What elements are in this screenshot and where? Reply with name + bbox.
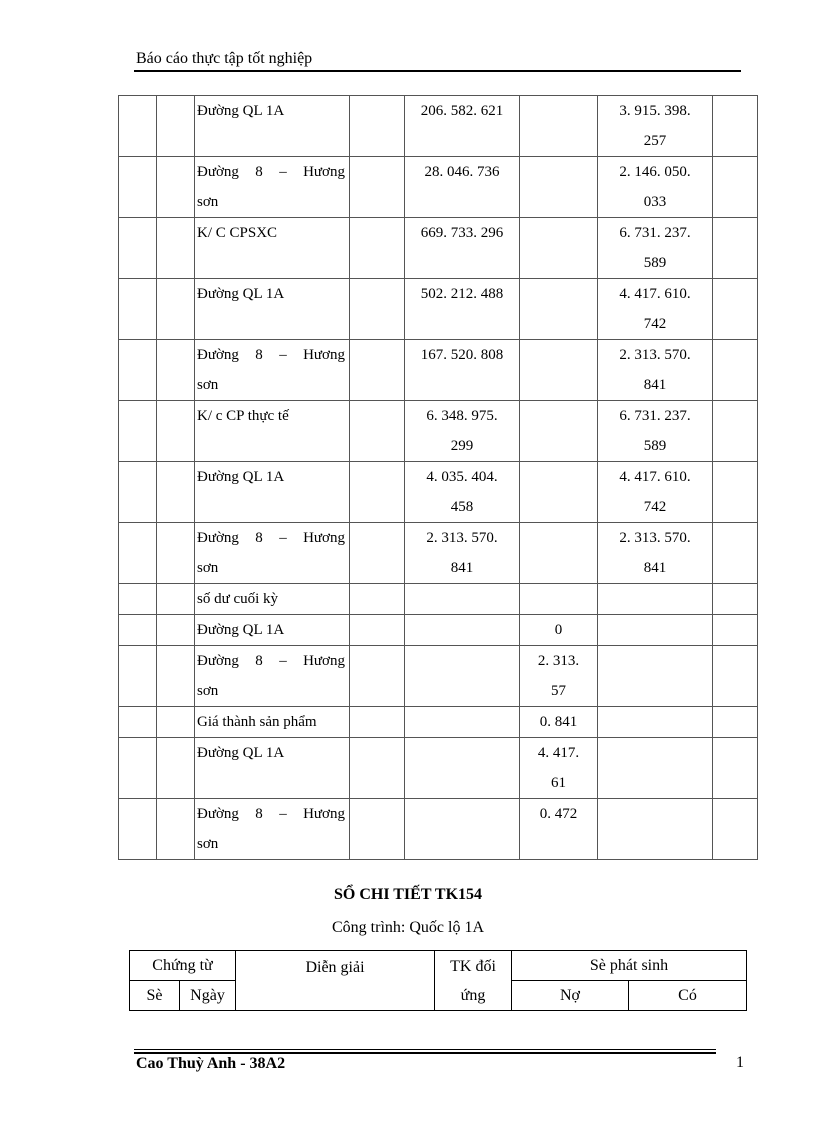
cell-no-line: 299 (450, 438, 474, 454)
cell-co (598, 218, 713, 279)
cell-mid (520, 218, 598, 279)
cell-mid (520, 279, 598, 340)
cell-desc (195, 738, 350, 799)
cell-co (598, 157, 713, 218)
footer-rule-thin (134, 1049, 716, 1050)
col-tk (350, 615, 405, 646)
col-so (119, 340, 157, 401)
ledger-row (119, 279, 758, 340)
ledger-table (118, 95, 758, 860)
cell-co-line: 2. 313. 570. (619, 530, 691, 546)
cell-mid (520, 584, 598, 615)
cell-no (405, 401, 520, 462)
cell-co-line: 033 (643, 194, 667, 210)
cell-co-line: 6. 731. 237. (619, 408, 691, 424)
col-so (119, 523, 157, 584)
col-extra (713, 738, 758, 799)
cell-desc (195, 157, 350, 218)
cell-desc-line: sơn (197, 683, 219, 699)
cell-no (405, 646, 520, 707)
col-so (119, 401, 157, 462)
cell-mid (520, 96, 598, 157)
cell-no-line: 167. 520. 808 (420, 347, 504, 363)
col-tk (350, 799, 405, 860)
col-tk (350, 401, 405, 462)
col-extra (713, 96, 758, 157)
col-ngay (157, 799, 195, 860)
header-no: Nợ (512, 981, 629, 1011)
col-extra (713, 340, 758, 401)
cell-desc (195, 646, 350, 707)
cell-desc-line: số dư cuối kỳ (197, 591, 279, 607)
cell-co (598, 799, 713, 860)
cell-desc-line: sơn (197, 377, 219, 393)
cell-co-line: 2. 313. 570. (619, 347, 691, 363)
cell-co-line: 6. 731. 237. (619, 225, 691, 241)
col-tk (350, 279, 405, 340)
cell-co-line: 841 (643, 560, 667, 576)
cell-desc (195, 279, 350, 340)
cell-no (405, 523, 520, 584)
cell-desc (195, 218, 350, 279)
ledger-row (119, 462, 758, 523)
col-tk (350, 340, 405, 401)
cell-mid-line: 61 (551, 775, 566, 791)
cell-desc (195, 707, 350, 738)
cell-co-line: 257 (643, 133, 667, 149)
cell-desc-line: Đường QL 1A (197, 469, 285, 485)
col-so (119, 218, 157, 279)
header-so: Sè (130, 981, 180, 1011)
cell-desc (195, 340, 350, 401)
ledger-row (119, 218, 758, 279)
tk154-title: SỔ CHI TIẾT TK154 (333, 886, 483, 903)
col-extra (713, 615, 758, 646)
col-ngay (157, 96, 195, 157)
cell-co-line: 4. 417. 610. (619, 286, 691, 302)
cell-no-line: 206. 582. 621 (420, 103, 504, 119)
cell-desc-line: sơn (197, 560, 219, 576)
cell-no (405, 738, 520, 799)
cell-desc-line: Đường QL 1A (197, 745, 285, 761)
cell-no (405, 279, 520, 340)
col-extra (713, 584, 758, 615)
footer-rule-thick (134, 1052, 716, 1054)
cell-no (405, 96, 520, 157)
cell-co (598, 707, 713, 738)
col-so (119, 799, 157, 860)
col-so (119, 157, 157, 218)
cell-co (598, 615, 713, 646)
ledger-row (119, 523, 758, 584)
col-extra (713, 401, 758, 462)
col-tk (350, 646, 405, 707)
col-tk (350, 157, 405, 218)
cell-mid (520, 523, 598, 584)
header-dien-giai: Diễn giải (236, 951, 435, 1011)
header-so-phat-sinh: Sè phát sinh (512, 951, 747, 981)
col-ngay (157, 340, 195, 401)
cell-desc-line: sơn (197, 194, 219, 210)
cell-desc-line: Đường QL 1A (197, 103, 285, 119)
cell-mid (520, 707, 598, 738)
col-ngay (157, 523, 195, 584)
cell-co (598, 279, 713, 340)
tk154-subtitle: Công trình: Quốc lộ 1A (332, 919, 484, 936)
cell-desc-line: Đường 8 – Hương (197, 347, 345, 363)
cell-desc-line: sơn (197, 836, 219, 852)
cell-mid-line: 0. 841 (539, 714, 578, 730)
col-tk (350, 707, 405, 738)
header-tk-doi-ung-line1: TK đối (450, 957, 496, 975)
cell-mid-line: 0. 472 (539, 806, 578, 822)
cell-desc (195, 401, 350, 462)
cell-co-line: 589 (643, 255, 667, 271)
col-tk (350, 462, 405, 523)
cell-no-line: 6. 348. 975. (426, 408, 498, 424)
cell-desc-line: Đường QL 1A (197, 622, 285, 638)
cell-desc (195, 584, 350, 615)
cell-co-line: 841 (643, 377, 667, 393)
col-extra (713, 218, 758, 279)
cell-desc (195, 96, 350, 157)
cell-desc-line: Giá thành sản phẩm (197, 714, 317, 730)
cell-no (405, 799, 520, 860)
header-tk-doi-ung (435, 951, 512, 1011)
cell-no-line: 2. 313. 570. (426, 530, 498, 546)
cell-desc-line: Đường 8 – Hương (197, 164, 345, 180)
cell-no (405, 584, 520, 615)
cell-co-line: 742 (643, 499, 667, 515)
col-ngay (157, 462, 195, 523)
cell-no (405, 707, 520, 738)
col-extra (713, 279, 758, 340)
col-extra (713, 157, 758, 218)
cell-co (598, 646, 713, 707)
cell-desc-line: K/ c CP thực tế (197, 408, 289, 424)
col-so (119, 738, 157, 799)
cell-no (405, 218, 520, 279)
col-ngay (157, 157, 195, 218)
footer-author: Cao Thuỳ Anh - 38A2 (136, 1055, 286, 1072)
cell-co (598, 401, 713, 462)
col-ngay (157, 279, 195, 340)
ledger-body (119, 96, 758, 860)
col-so (119, 615, 157, 646)
cell-co-line: 742 (643, 316, 667, 332)
cell-desc (195, 462, 350, 523)
cell-co (598, 738, 713, 799)
ledger-row (119, 646, 758, 707)
ledger-row (119, 707, 758, 738)
col-ngay (157, 401, 195, 462)
col-tk (350, 738, 405, 799)
col-extra (713, 707, 758, 738)
ledger-row (119, 401, 758, 462)
cell-co (598, 523, 713, 584)
cell-desc-line: Đường QL 1A (197, 286, 285, 302)
cell-co (598, 96, 713, 157)
col-so (119, 707, 157, 738)
cell-no (405, 340, 520, 401)
ledger-row (119, 799, 758, 860)
cell-mid-line: 4. 417. (537, 745, 580, 761)
ledger-row (119, 615, 758, 646)
cell-co-line: 3. 915. 398. (619, 103, 691, 119)
header-tk-doi-ung-line2: ứng (460, 986, 486, 1004)
cell-mid (520, 738, 598, 799)
cell-mid (520, 401, 598, 462)
cell-co-line: 4. 417. 610. (619, 469, 691, 485)
col-ngay (157, 738, 195, 799)
header-ngay: Ngày (180, 981, 236, 1011)
cell-no (405, 615, 520, 646)
ledger-row (119, 157, 758, 218)
cell-mid (520, 340, 598, 401)
cell-desc-line: K/ C CPSXC (197, 225, 278, 241)
cell-co (598, 340, 713, 401)
col-tk (350, 96, 405, 157)
ledger-row (119, 584, 758, 615)
col-extra (713, 799, 758, 860)
col-tk (350, 584, 405, 615)
cell-desc-line: Đường 8 – Hương (197, 653, 345, 669)
cell-desc (195, 523, 350, 584)
col-so (119, 646, 157, 707)
ledger-row (119, 738, 758, 799)
col-extra (713, 462, 758, 523)
col-so (119, 96, 157, 157)
cell-mid (520, 799, 598, 860)
cell-co (598, 462, 713, 523)
running-header: Báo cáo thực tập tốt nghiệp (136, 50, 313, 67)
col-ngay (157, 615, 195, 646)
tk154-header-table (129, 950, 747, 1011)
cell-desc (195, 799, 350, 860)
cell-no (405, 157, 520, 218)
header-rule (134, 70, 741, 72)
cell-co-line: 2. 146. 050. (619, 164, 691, 180)
cell-desc-line: Đường 8 – Hương (197, 806, 345, 822)
col-ngay (157, 707, 195, 738)
cell-mid (520, 462, 598, 523)
cell-mid (520, 615, 598, 646)
header-chung-tu: Chứng từ (130, 951, 236, 981)
col-so (119, 584, 157, 615)
cell-desc (195, 615, 350, 646)
page-number: 1 (736, 1054, 744, 1071)
cell-no (405, 462, 520, 523)
cell-no-line: 28. 046. 736 (424, 164, 500, 180)
col-tk (350, 523, 405, 584)
header-co: Có (629, 981, 747, 1011)
cell-mid (520, 157, 598, 218)
col-ngay (157, 218, 195, 279)
col-ngay (157, 584, 195, 615)
cell-no-line: 4. 035. 404. (426, 469, 498, 485)
col-so (119, 279, 157, 340)
col-extra (713, 523, 758, 584)
cell-co (598, 584, 713, 615)
cell-no-line: 669. 733. 296 (420, 225, 504, 241)
ledger-row (119, 96, 758, 157)
cell-mid-line: 57 (551, 683, 566, 699)
cell-no-line: 458 (450, 499, 474, 515)
cell-desc-line: Đường 8 – Hương (197, 530, 345, 546)
col-so (119, 462, 157, 523)
cell-mid (520, 646, 598, 707)
cell-co-line: 589 (643, 438, 667, 454)
cell-no-line: 502. 212. 488 (420, 286, 504, 302)
cell-no-line: 841 (450, 560, 474, 576)
cell-mid-line: 0 (554, 622, 563, 638)
cell-mid-line: 2. 313. (537, 653, 580, 669)
col-tk (350, 218, 405, 279)
col-ngay (157, 646, 195, 707)
ledger-row (119, 340, 758, 401)
col-extra (713, 646, 758, 707)
